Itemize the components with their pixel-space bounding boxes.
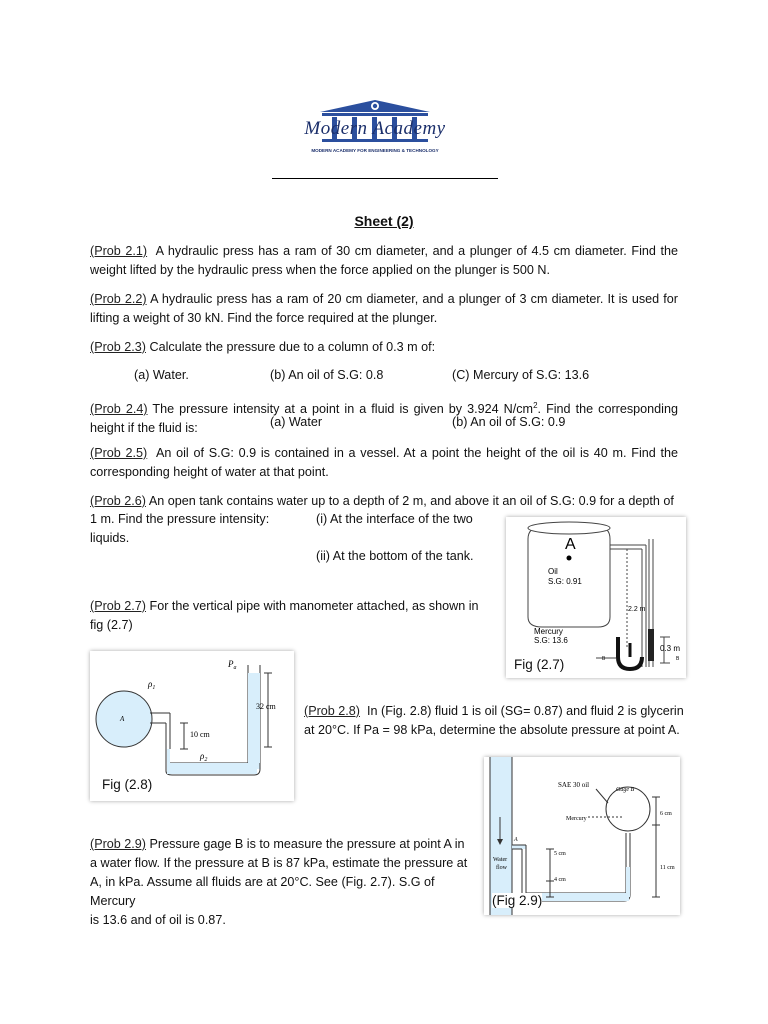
problem-text: In (Fig. 2.8) fluid 1 is oil (SG= 0.87) and fluid 2 is glycerin	[367, 704, 684, 718]
problem-text: A hydraulic press has a ram of 20 cm diameter, and a plunger of 3 cm diameter. It is used for lifting a weight of 30 kN. Find the force required at the plunger.	[90, 292, 679, 325]
problem-text: A hydraulic press has a ram of 30 cm diameter, and a plunger of 4.5 cm diameter. Find the weight lifted by the hydraulic press when the force applied on the plunger is 500 N.	[90, 244, 678, 277]
label-rho-2	[199, 751, 207, 763]
label-oil: Oil	[548, 567, 558, 576]
label-mercury: Mercury	[534, 627, 563, 636]
problem-2-6-i: (i) At the interface of the two	[316, 512, 473, 526]
problem-text-4: is 13.6 and of oil is 0.87.	[90, 913, 226, 927]
label-6cm: 6 cm	[660, 811, 672, 817]
option-a: (a) Water	[270, 415, 323, 429]
problem-tag: (Prob 2.8)	[304, 704, 360, 718]
problem-tag: (Prob 2.5)	[90, 446, 148, 460]
problem-2-4	[90, 396, 678, 438]
problem-text-3: A, in kPa. Assume all fluids are at 20°C. See (Fig. 2.7). S.G of Mercury	[90, 875, 435, 908]
problem-text: An oil of S.G: 0.9 is contained in a vessel. At a point the height of the oil is 40 m. Find the corresponding height of water at that point.	[90, 446, 678, 479]
label-rho-1	[147, 679, 155, 691]
logo	[300, 96, 450, 162]
pa-symbol: P	[228, 659, 234, 669]
figure-2-7-drawing	[506, 517, 686, 678]
pa-subscript: a	[233, 665, 237, 671]
option-b: (b) An oil of S.G: 0.9	[452, 415, 566, 429]
label-b-left: B	[602, 656, 606, 662]
label-sae-oil: SAE 30 oil	[558, 781, 590, 789]
problem-tag: (Prob 2.6)	[90, 494, 146, 508]
problem-tag: (Prob 2.7)	[90, 599, 146, 613]
problem-text-cont: fig (2.7)	[90, 618, 133, 632]
problem-tag: (Prob 2.2)	[90, 292, 147, 306]
label-height-2: 0.3 m	[660, 644, 681, 653]
label-11cm: 11 cm	[660, 865, 675, 871]
label-10cm: 10 cm	[190, 730, 210, 739]
page-title: Sheet (2)	[354, 213, 414, 229]
label-32cm: 32 cm	[256, 702, 276, 711]
problem-text-2: a water flow. If the pressure at B is 87 kPa, estimate the pressure at	[90, 856, 468, 870]
point-a-dot	[567, 556, 572, 561]
problem-2-2	[90, 290, 678, 328]
label-4cm: 4 cm	[554, 877, 566, 883]
logo-wordmark: Modern Academy	[304, 118, 446, 139]
option-c: (C) Mercury of S.G: 13.6	[452, 368, 590, 382]
problem-2-9	[90, 835, 474, 930]
problem-2-5	[90, 444, 678, 482]
problem-2-7	[90, 597, 500, 635]
problem-text: The pressure intensity at a point in a fluid is given by 3.924 N/cm	[152, 402, 534, 417]
superscript: 2	[533, 401, 538, 410]
label-height: 2.2 m	[628, 606, 646, 613]
problem-tag: (Prob 2.1)	[90, 244, 148, 258]
label-pa	[227, 659, 237, 671]
problem-2-6	[90, 492, 678, 511]
label-point-a: A	[565, 536, 576, 553]
problem-tag: (Prob 2.3)	[90, 340, 146, 354]
figure-2-9-drawing	[484, 757, 680, 915]
problem-2-8	[304, 702, 694, 740]
logo-subtitle: MODERN ACADEMY FOR ENGINEERING & TECHNOLOGY	[311, 148, 439, 153]
figure-2-7-caption: Fig (2.7)	[514, 657, 565, 672]
problem-tag: (Prob 2.9)	[90, 837, 146, 851]
figure-2-9	[484, 757, 680, 915]
label-mercury: Mercury	[566, 816, 587, 822]
problem-text: An open tank contains water up to a depth of 2 m, and above it an oil of S.G: 0.9 for a depth of	[148, 494, 674, 508]
figure-2-7	[506, 517, 686, 678]
problem-text: Calculate the pressure due to a column of 0.3 m of:	[149, 340, 436, 354]
problem-text: For the vertical pipe with manometer attached, as shown in	[149, 599, 479, 613]
option-a: (a) Water.	[134, 368, 189, 382]
label-point-a: A	[514, 837, 518, 843]
rho-2-subscript: 2	[204, 757, 208, 763]
problem-2-6-ii: (ii) At the bottom of the tank.	[316, 549, 474, 563]
label-water: Water	[493, 857, 508, 863]
problem-2-6-line2: 1 m. Find the pressure intensity:	[90, 512, 270, 526]
figure-2-9-caption: (Fig 2.9)	[492, 893, 543, 908]
label-point-a: A	[120, 715, 125, 723]
label-5cm: 5 cm	[554, 851, 566, 857]
header-divider	[272, 178, 498, 179]
rho-1-symbol: ρ	[148, 679, 153, 689]
figure-2-8-caption: Fig (2.8)	[102, 777, 153, 792]
problem-tag: (Prob 2.4)	[90, 402, 148, 417]
problem-2-1	[90, 242, 678, 280]
problem-text-cont: . Find the corresponding height if the fluid is:	[90, 402, 678, 436]
label-b-right: B	[676, 656, 680, 662]
rho-2-symbol: ρ	[200, 751, 205, 761]
label-flow: flow	[496, 865, 507, 871]
problem-2-3	[90, 338, 678, 357]
rho-1-subscript: 1	[152, 685, 156, 691]
problem-2-6-line3: liquids.	[90, 531, 130, 545]
problem-text: Pressure gage B is to measure the pressure at point A in	[149, 837, 465, 851]
option-b: (b) An oil of S.G: 0.8	[270, 368, 384, 382]
label-oil-sg: S.G: 0.91	[548, 577, 582, 586]
label-mercury-sg: S.G: 13.6	[534, 636, 568, 645]
figure-2-8	[90, 651, 294, 801]
problem-text-cont: at 20°C. If Pa = 98 kPa, determine the absolute pressure at point A.	[304, 723, 680, 737]
label-gage-b: Gage B	[616, 787, 635, 793]
